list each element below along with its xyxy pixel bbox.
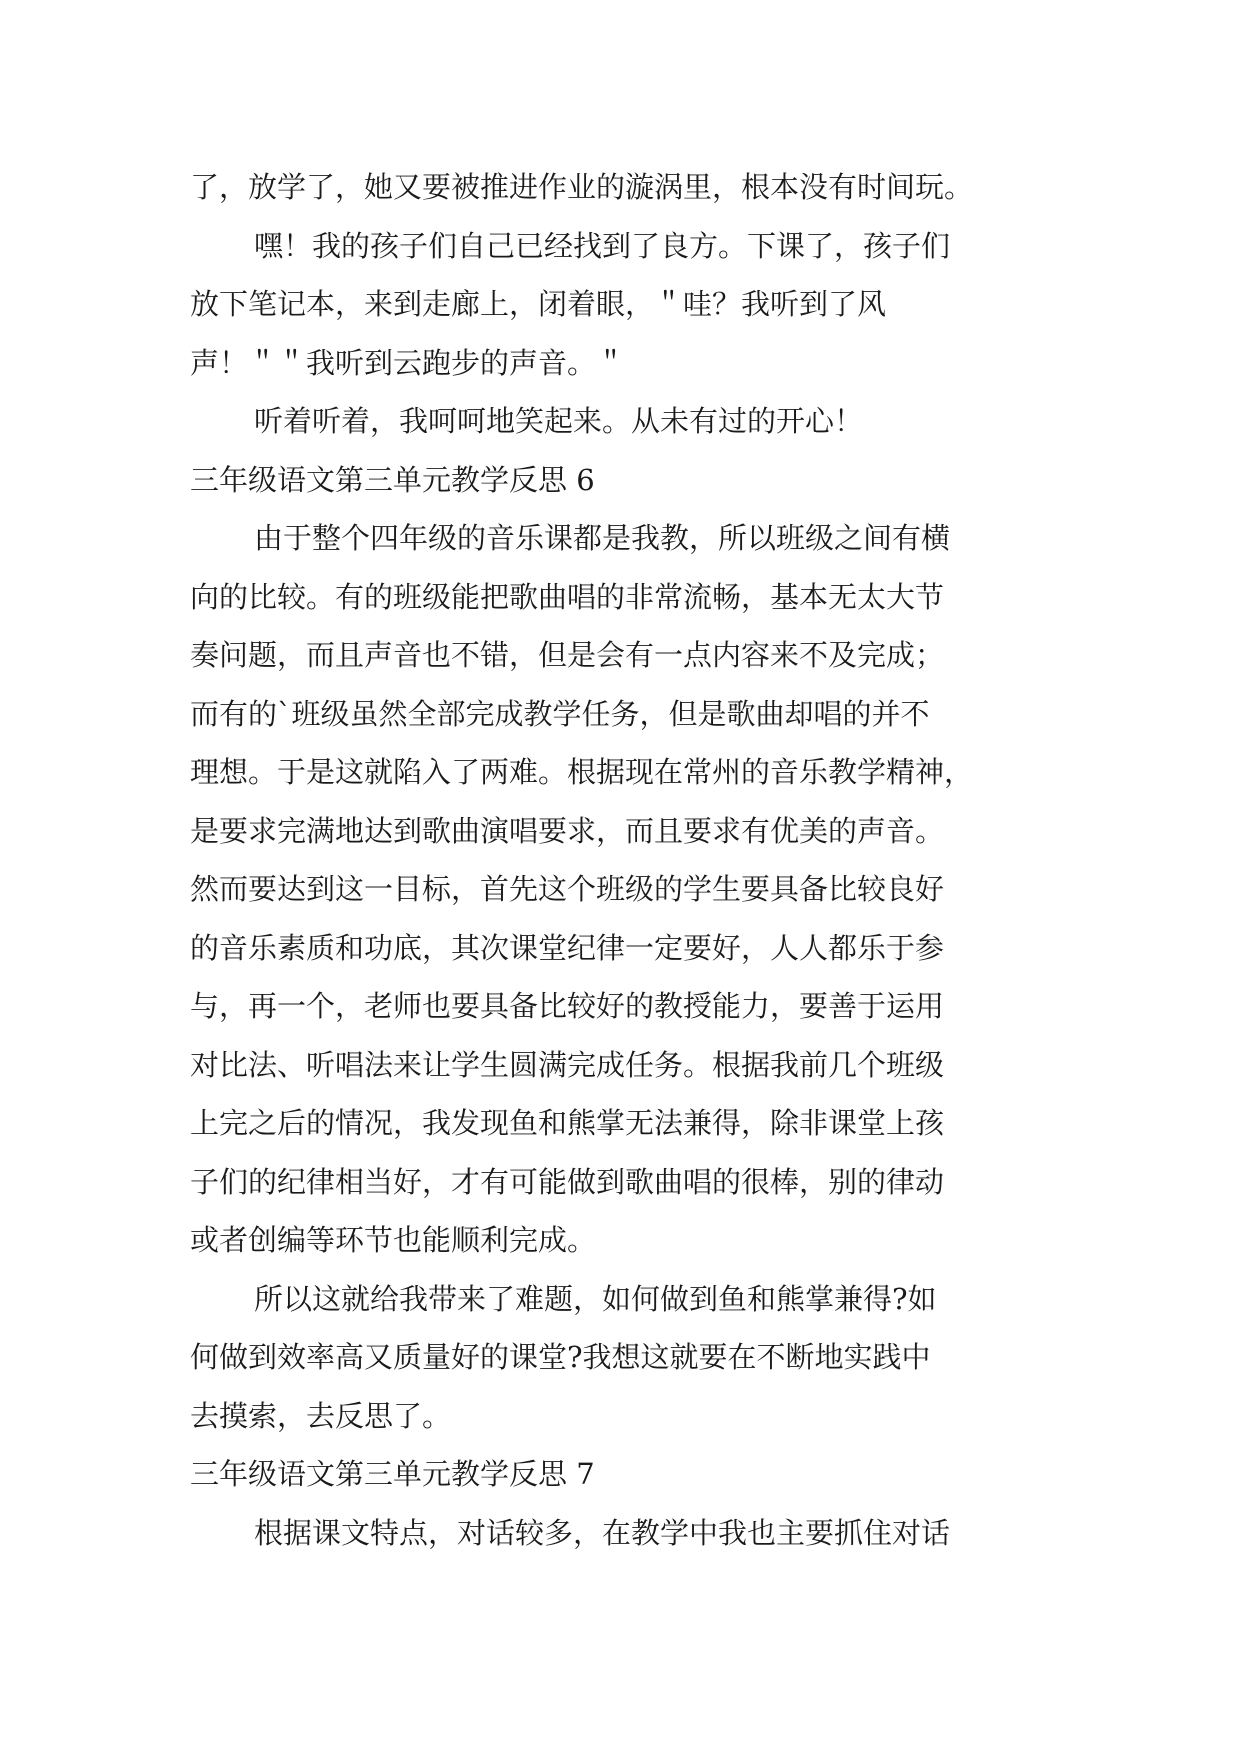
- text-line: 向的比较。有的班级能把歌曲唱的非常流畅，基本无太大节: [190, 579, 945, 614]
- paragraph: [190, 509, 1056, 1270]
- text-line: 去摸索，去反思了。: [190, 1398, 452, 1433]
- paragraph: [190, 158, 1056, 217]
- text-line: 对比法、听唱法来让学生圆满完成任务。根据我前几个班级: [190, 1047, 945, 1082]
- text-line: 子们的纪律相当好，才有可能做到歌曲唱的很棒，别的律动: [190, 1164, 945, 1199]
- paragraph: [190, 1270, 1056, 1446]
- section-heading: [190, 451, 1056, 510]
- text-line: 何做到效率高又质量好的课堂?我想这就要在不断地实践中: [190, 1340, 931, 1374]
- section-heading: [190, 1445, 1056, 1504]
- text-line: 所以这就给我带来了难题，如何做到鱼和熊掌兼得?如: [254, 1281, 937, 1316]
- paragraph: [190, 392, 1056, 451]
- text-line: 的音乐素质和功底，其次课堂纪律一定要好，人人都乐于参: [190, 930, 945, 965]
- text-line: 听着听着，我呵呵地笑起来。从未有过的开心！: [254, 404, 864, 438]
- document-body: [190, 158, 1056, 1562]
- text-line: 由于整个四年级的音乐课都是我教，所以班级之间有横: [254, 521, 951, 555]
- text-line: 上完之后的情况，我发现鱼和熊掌无法兼得，除非课堂上孩: [190, 1106, 945, 1140]
- paragraph: [190, 1504, 1056, 1563]
- text-line: 而有的`班级虽然全部完成教学任务，但是歌曲却唱的并不: [190, 696, 930, 731]
- heading-text: 三年级语文第三单元教学反思 7: [190, 1457, 595, 1491]
- text-line: 根据课文特点，对话较多，在教学中我也主要抓住对话: [254, 1515, 951, 1550]
- text-line: 嘿！我的孩子们自己已经找到了良方。下课了，孩子们: [254, 228, 951, 263]
- paragraph: [190, 217, 1056, 393]
- heading-text: 三年级语文第三单元教学反思 6: [190, 462, 595, 497]
- text-line: 声！＂＂我听到云跑步的声音。＂: [190, 345, 626, 380]
- text-line: 然而要达到这一目标，首先这个班级的学生要具备比较良好: [190, 872, 945, 906]
- text-line: 奏问题，而且声音也不错，但是会有一点内容来不及完成；: [190, 638, 945, 672]
- text-line: 或者创编等环节也能顺利完成。: [190, 1223, 597, 1257]
- text-line: 放下笔记本，来到走廊上，闭着眼，＂哇？我听到了风: [190, 287, 887, 321]
- text-line: 是要求完满地达到歌曲演唱要求，而且要求有优美的声音。: [190, 813, 945, 848]
- text-line: 了，放学了，她又要被推进作业的漩涡里，根本没有时间玩。: [190, 170, 974, 204]
- text-line: 理想。于是这就陷入了两难。根据现在常州的音乐教学精神，: [190, 755, 974, 789]
- text-line: 与，再一个，老师也要具备比较好的教授能力，要善于运用: [190, 989, 945, 1023]
